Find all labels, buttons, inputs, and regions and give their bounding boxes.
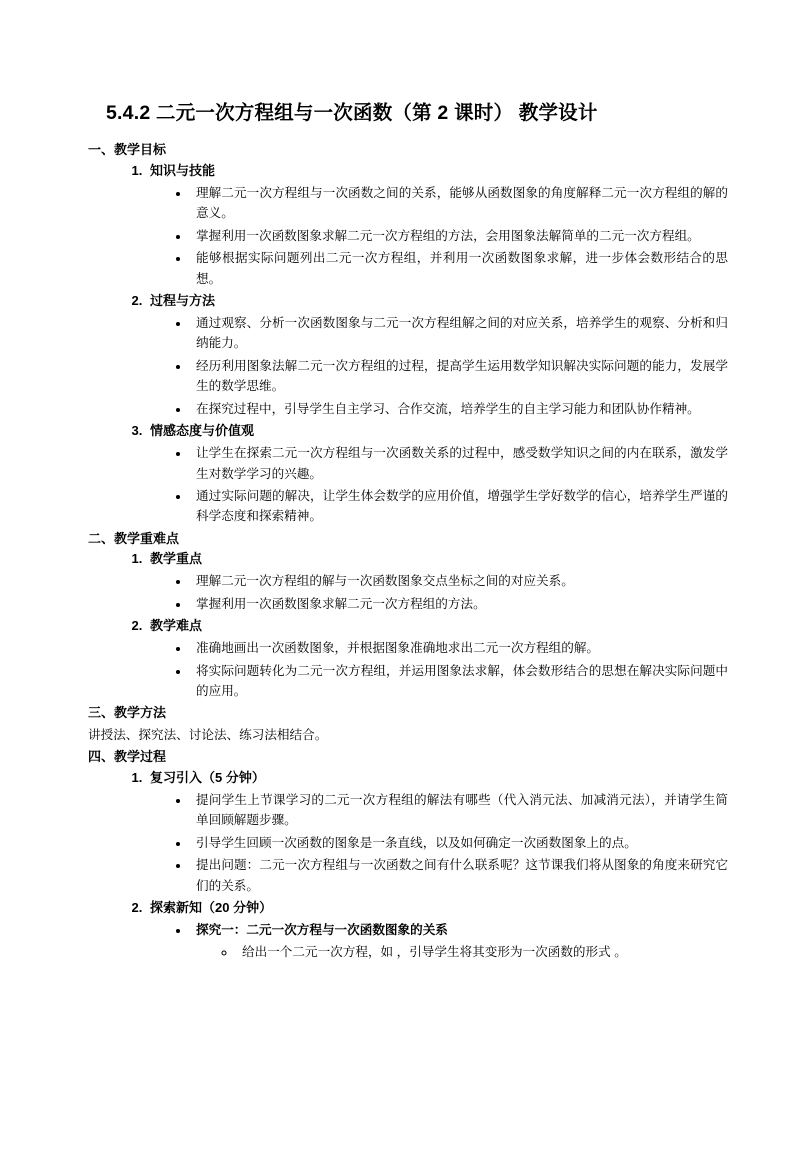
bullet-list bbox=[150, 313, 728, 419]
list-item-label: 教学重点 bbox=[150, 551, 203, 567]
page-title: 5.4.2 二元一次方程组与一次函数（第 2 课时） 教学设计 bbox=[106, 102, 598, 124]
list-item-label: 复习引入（5 分钟） bbox=[150, 769, 265, 785]
section-key-difficulties bbox=[88, 529, 728, 702]
list-item-label: 探索新知（20 分钟） bbox=[150, 899, 273, 915]
bullet-item: • 提问学生上节课学习的二元一次方程组的解法有哪些（代入消元法、加减消元法），并请学生简单回顾解题步骤。 bbox=[190, 790, 728, 831]
bullet-list bbox=[150, 571, 728, 614]
section-heading: 二、教学重难点 bbox=[88, 530, 180, 546]
list-item-label: 情感态度与价值观 bbox=[150, 423, 255, 438]
bullet-item: • 通过观察、分析一次函数图象与二元一次方程组解之间的对应关系，培养学生的观察、分析和归纳能力。 bbox=[190, 313, 728, 354]
bullet-item-text: 探究一：二元一次方程与一次函数图象的关系 bbox=[196, 923, 448, 938]
section-item-list bbox=[88, 549, 728, 701]
section-teaching-process bbox=[88, 747, 728, 963]
bullet-item: • 准确地画出一次函数图象，并根据图象准确地求出二元一次方程组的解。 bbox=[190, 638, 728, 658]
bullet-item: • 掌握利用一次函数图象求解二元一次方程组的方法，会用图象法解简单的二元一次方程组。 bbox=[190, 226, 728, 246]
list-item bbox=[146, 161, 728, 289]
bullet-item: • 引导学生回顾一次函数的图象是一条直线，以及如何确定一次函数图象上的点。 bbox=[190, 833, 728, 853]
document-content bbox=[88, 100, 728, 965]
bullet-item: • 理解二元一次方程组与一次函数之间的关系，能够从函数图象的角度解释二元一次方程组的解的意义。 bbox=[190, 183, 728, 224]
list-item bbox=[146, 768, 728, 896]
sub-bullet-item: ◦ 给出一个二元一次方程，如 ，引导学生将其变形为一次函数的形式 。 bbox=[236, 942, 728, 962]
bullet-list bbox=[150, 638, 728, 701]
bullet-item: • 将实际问题转化为二元一次方程组，并运用图象法求解，体会数形结合的思想在解决实际问题中的应用。 bbox=[190, 661, 728, 702]
list-item bbox=[146, 898, 728, 963]
bullet-item: • 掌握利用一次函数图象求解二元一次方程组的方法。 bbox=[190, 594, 728, 614]
section-teaching-objectives bbox=[88, 140, 728, 526]
section-paragraph: 讲授法、探究法、讨论法、练习法相结合。 bbox=[88, 727, 328, 742]
section-item-list bbox=[88, 161, 728, 527]
sub-bullet-list bbox=[196, 942, 728, 962]
list-item-label: 教学难点 bbox=[150, 618, 203, 634]
list-item-label: 知识与技能 bbox=[150, 162, 216, 178]
list-item bbox=[146, 421, 728, 527]
bullet-item: • 提出问题：二元一次方程组与一次函数之间有什么联系呢？这节课我们将从图象的角度来研究它们的关系。 bbox=[190, 855, 728, 896]
bullet-list bbox=[150, 183, 728, 289]
bullet-item: • 让学生在探索二元一次方程组与一次函数关系的过程中，感受数学知识之间的内在联系，激发学生对数学学习的兴趣。 bbox=[190, 443, 728, 484]
bullet-item: • 能够根据实际问题列出二元一次方程组，并利用一次函数图象求解，进一步体会数形结合的思想。 bbox=[190, 248, 728, 289]
section-heading: 三、教学方法 bbox=[88, 705, 167, 721]
bullet-item: • 在探究过程中，引导学生自主学习、合作交流，培养学生的自主学习能力和团队协作精神。 bbox=[190, 399, 728, 419]
bullet-item: • 经历利用图象法解二元一次方程组的过程，提高学生运用数学知识解决实际问题的能力，发展学生的数学思维。 bbox=[190, 356, 728, 397]
list-item bbox=[146, 291, 728, 419]
section-item-list bbox=[88, 768, 728, 963]
bullet-item: • 理解二元一次方程组的解与一次函数图象交点坐标之间的对应关系。 bbox=[190, 571, 728, 591]
list-item bbox=[146, 616, 728, 701]
section-teaching-methods bbox=[88, 703, 728, 745]
section-heading: 四、教学过程 bbox=[88, 749, 167, 765]
bullet-item bbox=[190, 920, 728, 963]
bullet-list bbox=[150, 443, 728, 527]
section-heading: 一、教学目标 bbox=[88, 142, 167, 158]
list-item-label: 过程与方法 bbox=[150, 292, 216, 308]
list-item bbox=[146, 549, 728, 614]
bullet-list bbox=[150, 790, 728, 896]
bullet-item: • 通过实际问题的解决，让学生体会数学的应用价值，增强学生学好数学的信心，培养学生严谨的科学态度和探索精神。 bbox=[190, 486, 728, 527]
bullet-list bbox=[150, 920, 728, 963]
